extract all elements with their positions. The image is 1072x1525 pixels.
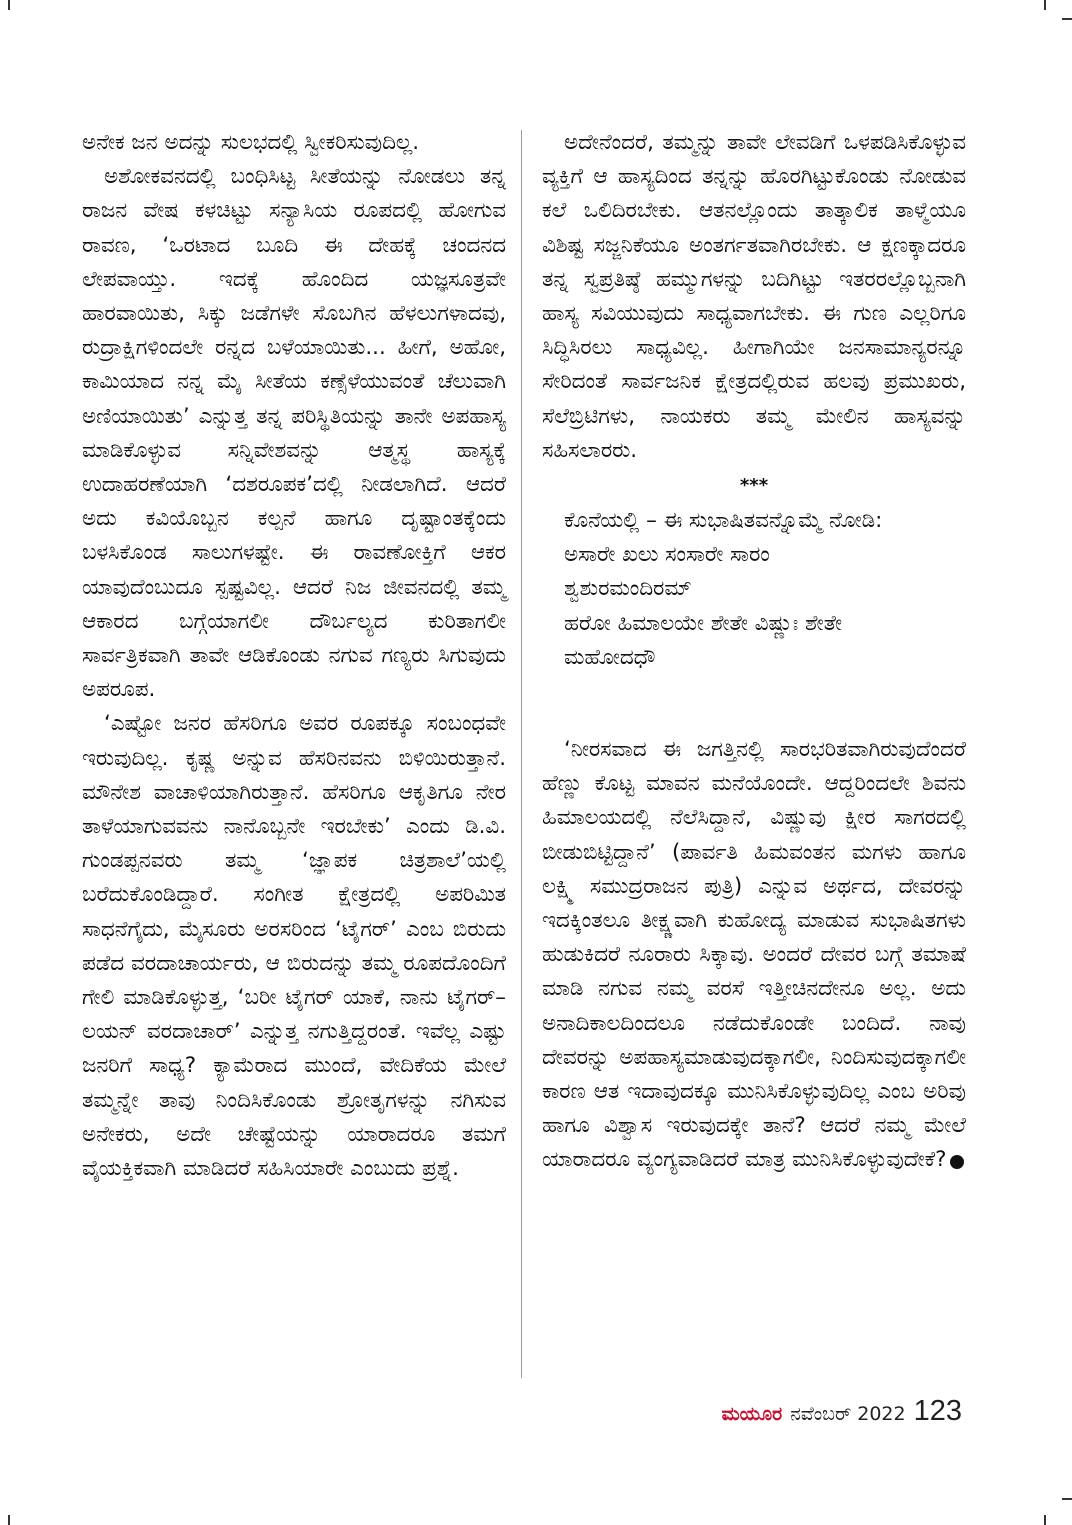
paragraph-verse-meaning-text: ‘ನೀರಸವಾದ ಈ ಜಗತ್ತಿನಲ್ಲಿ ಸಾರಭರಿತವಾಗಿರುವುದೆಂದರೆ ಹೆಣ್ಣು ಕೊಟ್ಟ ಮಾವನ ಮನೆಯೊಂದೇ. ಆದ್ದರಿಂದಲೇ ಶಿವನು ಹಿಮಾಲಯದಲ್ಲಿ ನೆಲೆಸಿದ್ದಾನೆ, ವಿಷ್ಣುವು ಕ್ಷೀರ ಸಾಗರದಲ್ಲಿ ಬೀಡುಬಿಟ್ಟಿದ್ದಾನೆ’ (ಪಾರ್ವತಿ ಹಿಮವಂತನ ಮಗಳು ಹಾಗೂ ಲಕ್ಷ್ಮಿ ಸಮುದ್ರರಾಜನ ಪುತ್ರಿ) ಎನ್ನುವ ಅರ್ಥದ, ದೇವರನ್ನು ಇದಕ್ಕಿಂತಲೂ ತೀಕ್ಷ್ಣವಾಗಿ ಕುಹೋದ್ಯ ಮಾಡುವ ಸುಭಾಷಿತಗಳು ಹುಡುಕಿದರೆ ನೂರಾರು ಸಿಕ್ಕಾವು. ಅಂದರೆ ದೇವರ ಬಗ್ಗೆ ತಮಾಷೆ ಮಾಡಿ ನಗುವ ನಮ್ಮ ವರಸೆ ಇತ್ತೀಚಿನದೇನೂ ಅಲ್ಲ. ಅದು ಅನಾದಿಕಾಲದಿಂದಲೂ ನಡೆದುಕೊಂಡೇ ಬಂದಿದೆ. ನಾವು ದೇವರನ್ನು ಅಪಹಾಸ್ಯಮಾಡುವುದಕ್ಕಾಗಲೀ, ನಿಂದಿಸುವುದಕ್ಕಾಗಲೀ ಕಾರಣ ಆತ ಇದಾವುದಕ್ಕೂ ಮುನಿಸಿಕೊಳ್ಳುವುದಿಲ್ಲ ಎಂಬ ಅರಿವು ಹಾಗೂ ವಿಶ್ವಾಸ ಇರುವುದಕ್ಕೇ ತಾನೆ? ಆದರೆ ನಮ್ಮ ಮೇಲೆ ಯಾರಾದರೂ ವ್ಯಂಗ್ಯವಾಡಿದರೆ ಮಾತ್ರ ಮುನಿಸಿಕೊಳ್ಳುವುದೇಕೆ? — [542, 737, 966, 1173]
paragraph-ravana: ಅಶೋಕವನದಲ್ಲಿ ಬಂಧಿಸಿಟ್ಟ ಸೀತೆಯನ್ನು ನೋಡಲು ತನ್ನ ರಾಜನ ವೇಷ ಕಳಚಿಟ್ಟು ಸನ್ಯಾಸಿಯ ರೂಪದಲ್ಲಿ ಹೋಗುವ ರಾವಣ, ‘ಒರಟಾದ ಬೂದಿ ಈ ದೇಹಕ್ಕೆ ಚಂದನದ ಲೇಪವಾಯ್ತು. ಇದಕ್ಕೆ ಹೊಂದಿದ ಯಜ್ಞಸೂತ್ರವೇ ಹಾರವಾಯಿತು, ಸಿಕ್ಕು ಜಡೆಗಳೇ ಸೊಬಗಿನ ಹೆಳಲುಗಳಾದವು, ರುದ್ರಾಕ್ಷಿಗಳಿಂದಲೇ ರನ್ನದ ಬಳೆಯಾಯಿತು... ಹೀಗೆ, ಅಹೋ, ಕಾಮಿಯಾದ ನನ್ನ ಮೈ ಸೀತೆಯ ಕಣ್ಸೆಳೆಯುವಂತೆ ಚೆಲುವಾಗಿ ಅಣಿಯಾಯಿತು’ ಎನ್ನುತ್ತ ತನ್ನ ಪರಿಸ್ಥಿತಿಯನ್ನು ತಾನೇ ಅಪಹಾಸ್ಯ ಮಾಡಿಕೊಳ್ಳುವ ಸನ್ನಿವೇಶವನ್ನು ಆತ್ಮಸ್ಥ ಹಾಸ್ಯಕ್ಕೆ ಉದಾಹರಣೆಯಾಗಿ ‘ದಶರೂಪಕ’ದಲ್ಲಿ ನೀಡಲಾಗಿದೆ. ಆದರೆ ಅದು ಕವಿಯೊಬ್ಬನ ಕಲ್ಪನೆ ಹಾಗೂ ದೃಷ್ಟಾಂತಕ್ಕೆಂದು ಬಳಸಿಕೊಂಡ ಸಾಲುಗಳಷ್ಟೇ. ಈ ರಾವಣೋಕ್ತಿಗೆ ಆಕರ ಯಾವುದೆಂಬುದೂ ಸ್ಪಷ್ಟವಿಲ್ಲ. ಆದರೆ ನಿಜ ಜೀವನದಲ್ಲಿ ತಮ್ಮ ಆಕಾರದ ಬಗ್ಗೆಯಾಗಲೀ ದೌರ್ಬಲ್ಯದ ಕುರಿತಾಗಲೀ ಸಾರ್ವತ್ರಿಕವಾಗಿ ತಾವೇ ಆಡಿಕೊಂಡು ನಗುವ ಗಣ್ಯರು ಸಿಗುವುದು ಅಪರೂಪ. — [82, 164, 506, 703]
paragraph-dvg: ‘ಎಷ್ಟೋ ಜನರ ಹೆಸರಿಗೂ ಅವರ ರೂಪಕ್ಕೂ ಸಂಬಂಧವೇ ಇರುವುದಿಲ್ಲ. ಕೃಷ್ಣ ಅನ್ನುವ ಹೆಸರಿನವನು ಬಿಳಿಯಿರುತ್ತಾನೆ. ಮೌನೇಶ ವಾಚಾಳಿಯಾಗಿರುತ್ತಾನೆ. ಹೆಸರಿಗೂ ಆಕೃತಿಗೂ ನೇರ ತಾಳೆಯಾಗುವವನು ನಾನೊಬ್ಬನೇ ಇರಬೇಕು’ ಎಂದು ಡಿ.ವಿ. ಗುಂಡಪ್ಪನವರು ತಮ್ಮ ‘ಜ್ಞಾಪಕ ಚಿತ್ರಶಾಲೆ’ಯಲ್ಲಿ ಬರೆದುಕೊಂಡಿದ್ದಾರೆ. ಸಂಗೀತ ಕ್ಷೇತ್ರದಲ್ಲಿ ಅಪರಿಮಿತ ಸಾಧನೆಗೈದು, ಮೈಸೂರು ಅರಸರಿಂದ ‘ಟೈಗರ್’ ಎಂಬ ಬಿರುದು ಪಡೆದ ವರದಾಚಾರ್ಯರು, ಆ ಬಿರುದನ್ನು ತಮ್ಮ ರೂಪದೊಂದಿಗೆ ಗೇಲಿ ಮಾಡಿಕೊಳ್ಳುತ್ತ, ‘ಬರೀ ಟೈಗರ್ ಯಾಕೆ, ನಾನು ಟೈಗರ್–ಲಯನ್ ವರದಾಚಾರ್’ ಎನ್ನುತ್ತ ನಗುತ್ತಿದ್ದರಂತೆ. ಇವೆಲ್ಲ ಎಷ್ಟು ಜನರಿಗೆ ಸಾಧ್ಯ? ಕ್ಯಾಮೆರಾದ ಮುಂದೆ, ವೇದಿಕೆಯ ಮೇಲೆ ತಮ್ಮನ್ನೇ ತಾವು ನಿಂದಿಸಿಕೊಂಡು ಶ್ರೋತೃಗಳನ್ನು ನಗಿಸುವ ಅನೇಕರು, ಅದೇ ಚೇಷ್ಟೆಯನ್ನು ಯಾರಾದರೂ ತಮಗೆ ವೈಯಕ್ತಿಕವಾಗಿ ಮಾಡಿದರೆ ಸಹಿಸಿಯಾರೇ ಎಂಬುದು ಪ್ರಶ್ನೆ. — [82, 711, 506, 1182]
magazine-name: ಮಯೂರ — [721, 1403, 783, 1425]
verse-line: ಶ್ವಶುರಮಂದಿರಮ್ — [564, 576, 692, 602]
end-of-article-bullet-icon — [950, 1155, 964, 1169]
paragraph-intro-line: ಅನೇಕ ಜನ ಅದನ್ನು ಸುಲಭದಲ್ಲಿ ಸ್ವೀಕರಿಸುವುದಿಲ್ಲ. — [82, 130, 420, 155]
left-column — [82, 126, 506, 1186]
issue-date: ನವೆಂಬರ್ 2022 — [790, 1403, 906, 1425]
article-page — [82, 120, 968, 1440]
crop-mark-right-lower — [1062, 1498, 1072, 1500]
column-divider — [521, 130, 522, 1378]
crop-mark-top-right — [1044, 0, 1046, 10]
page-footer — [722, 1395, 962, 1428]
crop-mark-right-upper — [1062, 18, 1072, 20]
section-separator: *** — [739, 475, 769, 497]
verse-line: ಕೊನೆಯಲ್ಲಿ – ಈ ಸುಭಾಷಿತವನ್ನೊಮ್ಮೆ ನೋಡಿ: — [564, 508, 883, 534]
spacer — [542, 675, 966, 733]
crop-mark-bottom-right — [1044, 1515, 1046, 1525]
right-column — [542, 126, 966, 1178]
verse-line: ಅಸಾರೇ ಖಲು ಸಂಸಾರೇ ಸಾರಂ — [564, 542, 770, 568]
crop-mark-bottom-left — [8, 1515, 10, 1525]
verse-line: ಮಹೋದಧೌ — [564, 644, 656, 670]
verse-line: ಹರೋ ಹಿಮಾಲಯೇ ಶೇತೇ ವಿಷ್ಣುಃ ಶೇತೇ — [564, 610, 843, 636]
subhashita-verse — [564, 504, 966, 675]
crop-mark-top-left — [8, 0, 10, 10]
page-number: 123 — [913, 1395, 962, 1427]
paragraph-verse-meaning — [542, 733, 966, 1178]
paragraph-self-mockery: ಅದೇನೆಂದರೆ, ತಮ್ಮನ್ನು ತಾವೇ ಲೇವಡಿಗೆ ಒಳಪಡಿಸಿಕೊಳ್ಳುವ ವ್ಯಕ್ತಿಗೆ ಆ ಹಾಸ್ಯದಿಂದ ತನ್ನನ್ನು ಹೊರಗಿಟ್ಟುಕೊಂಡು ನೋಡುವ ಕಲೆ ಒಲಿದಿರಬೇಕು. ಆತನಲ್ಲೊಂದು ತಾತ್ಕಾಲಿಕ ತಾಳ್ಮೆಯೂ ವಿಶಿಷ್ಟ ಸಜ್ಜನಿಕೆಯೂ ಅಂತರ್ಗತವಾಗಿರಬೇಕು. ಆ ಕ್ಷಣಕ್ಕಾದರೂ ತನ್ನ ಸ್ವಪ್ರತಿಷ್ಠೆ ಹಮ್ಮುಗಳನ್ನು ಬದಿಗಿಟ್ಟು ಇತರರಲ್ಲೊಬ್ಬನಾಗಿ ಹಾಸ್ಯ ಸವಿಯುವುದು ಸಾಧ್ಯವಾಗಬೇಕು. ಈ ಗುಣ ಎಲ್ಲರಿಗೂ ಸಿದ್ಧಿಸಿರಲು ಸಾಧ್ಯವಿಲ್ಲ. ಹೀಗಾಗಿಯೇ ಜನಸಾಮಾನ್ಯರನ್ನೂ ಸೇರಿದಂತೆ ಸಾರ್ವಜನಿಕ ಕ್ಷೇತ್ರದಲ್ಲಿರುವ ಹಲವು ಪ್ರಮುಖರು, ಸೆಲೆಬ್ರಿಟಿಗಳು, ನಾಯಕರು ತಮ್ಮ ಮೇಲಿನ ಹಾಸ್ಯವನ್ನು ಸಹಿಸಲಾರರು. — [542, 130, 966, 463]
